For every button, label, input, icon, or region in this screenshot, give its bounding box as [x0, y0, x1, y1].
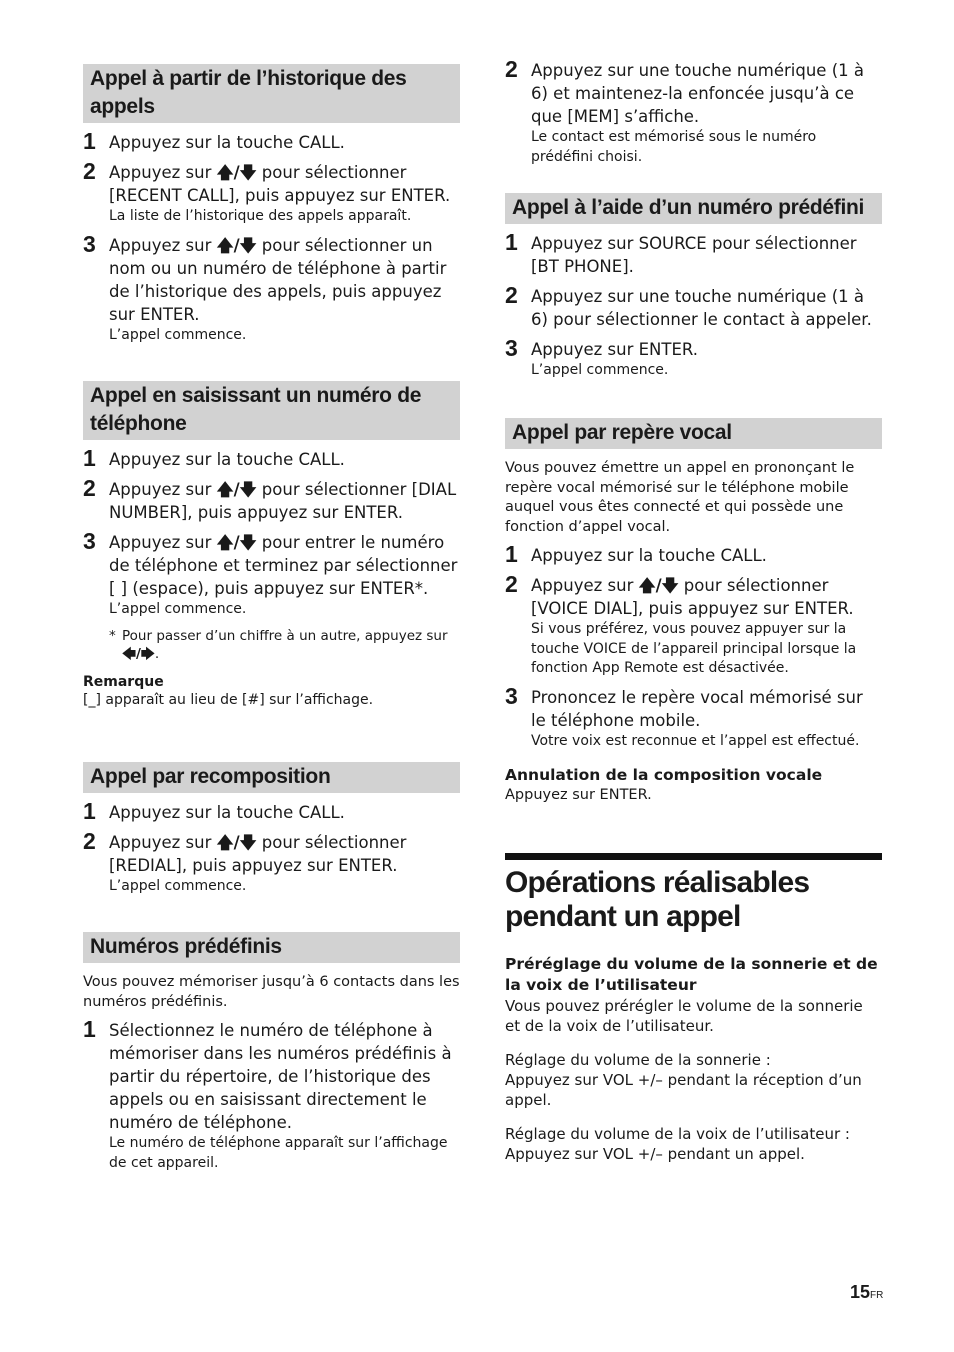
step-number: 2: [505, 571, 518, 597]
step-number: 2: [83, 158, 96, 184]
subsection-text: Vous pouvez prérégler le volume de la sonnerie et de la voix de l’utilisateur.: [505, 997, 863, 1035]
step-result: La liste de l’historique des appels apparaît.: [109, 208, 412, 224]
step-1: [83, 445, 460, 471]
step-result: Si vous préférez, vous pouvez appuyer sur la touche VOICE de l’appareil principal lorsque la fonction App Remote est désactivée.: [531, 621, 857, 676]
cancel-text: Appuyez sur ENTER.: [505, 787, 652, 803]
cancel-title: Annulation de la composition vocale: [505, 766, 823, 784]
step-text: Appuyez sur 🡅/🡇 pour entrer le numéro de téléphone et terminez par sélectionner [ ] (espace), puis appuyez sur ENTER*.: [109, 533, 458, 598]
up-down-arrow-icon: 🡅/🡇: [216, 480, 257, 499]
section-preset-call: [505, 193, 882, 381]
step-text: Appuyez sur 🡅/🡇 pour sélectionner [REDIAL], puis appuyez sur ENTER.: [109, 833, 407, 875]
step-number: 1: [83, 445, 96, 471]
section-preset-continued: [505, 52, 882, 167]
section-heading: Appel à partir de l’historique des appels: [83, 64, 460, 123]
step-result: Votre voix est reconnue et l’appel est effectué.: [531, 732, 860, 749]
step-2: [505, 571, 882, 679]
step-text: Appuyez sur 🡅/🡇 pour sélectionner [RECENT CALL], puis appuyez sur ENTER.: [109, 163, 451, 205]
step-3: [505, 682, 882, 752]
step-result: Le numéro de téléphone apparaît sur l’affichage de cet appareil.: [109, 1135, 448, 1171]
section-voice-dial: [505, 418, 882, 806]
up-down-arrow-icon: 🡅/🡇: [216, 533, 257, 552]
step-1: [83, 1016, 460, 1173]
step-text: Appuyez sur une touche numérique (1 à 6) et maintenez-la enfoncée jusqu’à ce que [MEM] s’affiche.: [531, 61, 864, 126]
up-down-arrow-icon: 🡅/🡇: [216, 235, 257, 255]
section-during-call: [505, 853, 882, 1164]
subsection-title: Préréglage du volume de la sonnerie et de la voix de l’utilisateur: [505, 955, 878, 994]
step-text: Appuyez sur 🡅/🡇 pour sélectionner [VOICE DIAL], puis appuyez sur ENTER.: [531, 576, 854, 618]
section-heading: Appel en saisissant un numéro de téléphone: [83, 381, 460, 440]
step-number: 1: [83, 1016, 96, 1042]
step-2: [83, 475, 460, 524]
section-intro: Vous pouvez émettre un appel en prononçant le repère vocal mémorisé sur le téléphone mobile auquel vous êtes connecté et qui possède une fonction d’appel vocal.: [505, 460, 855, 535]
step-3: [83, 528, 460, 620]
step-2: [505, 56, 882, 167]
footnote-mark: *: [109, 627, 116, 644]
step-text: Appuyez sur 🡅/🡇 pour sélectionner [DIAL NUMBER], puis appuyez sur ENTER.: [109, 480, 457, 522]
step-text: Appuyez sur SOURCE pour sélectionner [BT PHONE].: [531, 234, 857, 276]
step-number: 2: [83, 828, 96, 854]
step-3: [83, 230, 460, 346]
step-number: 1: [505, 541, 518, 567]
step-2: [83, 828, 460, 897]
step-2: [505, 282, 882, 331]
step-3: [505, 335, 882, 381]
step-number: 3: [505, 682, 518, 709]
step-text: Prononcez le repère vocal mémorisé sur le téléphone mobile.: [531, 687, 863, 730]
ring-volume-text: Appuyez sur VOL +/– pendant la réception d’un appel.: [505, 1071, 862, 1109]
remark-text: [_] apparaît au lieu de [#] sur l’affichage.: [83, 691, 374, 708]
step-result: Le contact est mémorisé sous le numéro prédéfini choisi.: [531, 129, 817, 165]
step-text: Appuyez sur la touche CALL.: [109, 803, 345, 822]
title-rule: [505, 853, 882, 860]
up-down-arrow-icon: 🡅/🡇: [216, 833, 257, 852]
section-intro: Vous pouvez mémoriser jusqu’à 6 contacts dans les numéros prédéfinis.: [83, 974, 460, 1010]
step-text: Appuyez sur la touche CALL.: [109, 133, 345, 152]
step-number: 1: [83, 798, 96, 824]
step-number: 1: [83, 128, 96, 154]
step-result: L’appel commence.: [109, 326, 247, 343]
step-1: [83, 798, 460, 824]
step-text: Appuyez sur une touche numérique (1 à 6) pour sélectionner le contact à appeler.: [531, 287, 872, 329]
step-number: 2: [505, 56, 518, 82]
step-text: Appuyez sur 🡅/🡇 pour sélectionner un nom ou un numéro de téléphone à partir de l’historique des appels, puis appuyez sur ENTER.: [109, 235, 447, 324]
up-down-arrow-icon: 🡅/🡇: [638, 576, 679, 595]
page-lang: FR: [870, 1290, 884, 1301]
step-number: 3: [83, 528, 96, 554]
section-call-history: [83, 64, 460, 345]
step-number: 2: [83, 475, 96, 501]
ring-volume-title: Réglage du volume de la sonnerie :: [505, 1051, 771, 1069]
step-1: [505, 541, 882, 567]
left-right-arrow-icon: 🡄/🡆: [122, 645, 155, 662]
section-preset-numbers: [83, 932, 460, 1173]
section-heading: Appel par repère vocal: [505, 418, 882, 449]
step-1: [505, 229, 882, 278]
remark-title: Remarque: [83, 673, 164, 690]
step-text: Appuyez sur la touche CALL.: [531, 546, 767, 565]
step-number: 3: [83, 230, 96, 257]
step-1: [83, 128, 460, 154]
step-text: Appuyez sur ENTER.: [531, 340, 698, 359]
chapter-title: Opérations réalisables pendant un appel: [505, 866, 810, 933]
section-dial-number: [83, 381, 460, 709]
page-number: 15FR: [850, 1282, 884, 1302]
section-heading: Appel par recomposition: [83, 762, 460, 793]
section-redial: [83, 762, 460, 897]
step-result: L’appel commence.: [109, 601, 247, 617]
step-number: 1: [505, 229, 518, 255]
step-result: L’appel commence.: [109, 878, 247, 894]
up-down-arrow-icon: 🡅/🡇: [216, 163, 257, 182]
step-number: 2: [505, 282, 518, 308]
voice-volume-text: Appuyez sur VOL +/– pendant un appel.: [505, 1145, 805, 1163]
footnote: * Pour passer d’un chiffre à un autre, appuyez sur 🡄/🡆.: [109, 627, 448, 662]
step-text: Sélectionnez le numéro de téléphone à mémoriser dans les numéros prédéfinis à partir du répertoire, de l’historique des appels ou en saisissant directement le numéro de téléphone.: [109, 1021, 452, 1132]
voice-volume-title: Réglage du volume de la voix de l’utilisateur :: [505, 1125, 850, 1143]
step-2: [83, 158, 460, 227]
section-heading: Appel à l’aide d’un numéro prédéfini: [505, 193, 882, 224]
section-heading: Numéros prédéfinis: [83, 932, 460, 963]
step-number: 3: [505, 335, 518, 361]
step-result: L’appel commence.: [531, 362, 669, 378]
step-text: Appuyez sur la touche CALL.: [109, 450, 345, 469]
